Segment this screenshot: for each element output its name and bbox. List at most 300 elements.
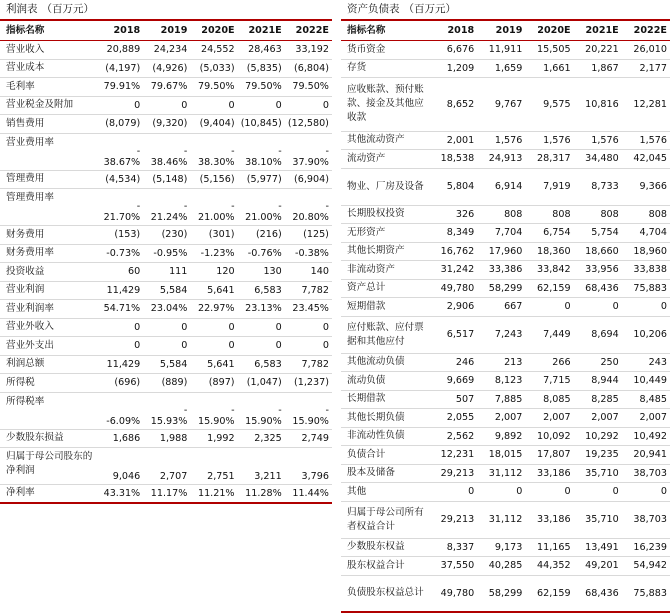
value-cell: 0 — [134, 99, 141, 111]
value-cell: (12,580) — [287, 118, 329, 130]
value-cell: 2,562 — [446, 430, 475, 442]
balance-sheet-title — [341, 0, 670, 19]
value-cell: 2,906 — [446, 301, 475, 313]
value-cell: 0 — [228, 321, 235, 333]
row-label: 应收账款、预付账款、接金及其他应收款 — [347, 84, 424, 124]
value-cell: (5,156) — [199, 173, 235, 185]
table-row — [341, 446, 670, 465]
value-cell: 0 — [564, 486, 571, 498]
value-cell: -1.23% — [200, 247, 235, 259]
value-cell: 33,956 — [585, 264, 619, 276]
value-cell: 22.97% — [197, 303, 235, 315]
value-cell: 7,449 — [543, 329, 571, 340]
value-cell: -6.09% — [106, 415, 141, 427]
value-cell: 0 — [468, 486, 475, 498]
value-cell: 326 — [455, 208, 475, 220]
table-row — [341, 280, 670, 299]
value-cell: 8,733 — [591, 181, 619, 192]
value-cell: - 15.90% — [245, 404, 282, 427]
value-cell: (889) — [161, 377, 188, 389]
row-label: 销售费用 — [6, 117, 45, 129]
row-label: 毛利率 — [6, 80, 35, 92]
value-cell: (10,845) — [240, 118, 282, 130]
row-label: 无形资产 — [347, 226, 386, 238]
value-cell: (5,033) — [199, 62, 235, 74]
value-cell: 1,576 — [543, 134, 571, 146]
value-cell: (5,977) — [246, 173, 282, 185]
table-row — [0, 171, 332, 190]
value-cell: -0.76% — [247, 247, 282, 259]
value-cell: 18,960 — [633, 245, 667, 257]
row-label: 长期股权投资 — [347, 208, 405, 220]
value-cell: 62,159 — [536, 587, 571, 599]
income-unit-text: （百万元） — [41, 3, 94, 15]
table-row — [341, 150, 670, 169]
value-cell: (9,320) — [152, 118, 188, 130]
value-cell: (1,237) — [293, 377, 329, 389]
value-cell: 2,751 — [207, 471, 235, 482]
value-cell: 0 — [181, 99, 188, 111]
value-cell: 808 — [552, 208, 571, 220]
value-cell: (125) — [303, 229, 329, 241]
value-cell: 1,576 — [639, 134, 667, 146]
value-cell: 1,209 — [446, 62, 475, 74]
row-label: 营业收入 — [6, 43, 45, 55]
value-cell: 0 — [275, 340, 282, 352]
value-cell: 33,192 — [295, 44, 329, 56]
value-cell: 10,092 — [536, 430, 571, 442]
value-cell: 213 — [504, 356, 523, 368]
table-row — [341, 354, 670, 373]
value-cell: 18,660 — [585, 245, 619, 257]
value-cell: 246 — [455, 356, 475, 368]
row-label: 营业利润 — [6, 284, 45, 296]
row-label: 应付账款、应付票据和其他应付 — [347, 321, 424, 347]
value-cell: 9,366 — [639, 181, 667, 192]
value-cell: 79.91% — [103, 81, 141, 93]
row-label: 物业、厂房及设备 — [347, 180, 424, 192]
value-cell: 0 — [564, 301, 571, 313]
header-year-cell: 2022E — [633, 25, 667, 36]
value-cell: 808 — [648, 208, 667, 220]
value-cell: 0 — [134, 321, 141, 333]
table-row — [341, 78, 670, 132]
value-cell: 6,517 — [446, 329, 475, 340]
table-row — [0, 337, 332, 356]
table-row — [341, 317, 670, 354]
value-cell: 5,641 — [207, 358, 235, 370]
row-label: 管理费用率 — [6, 192, 54, 203]
value-cell: 1,686 — [112, 432, 141, 444]
value-cell: 10,449 — [633, 375, 667, 387]
value-cell: 11.17% — [150, 487, 188, 499]
header-year-cell: 2020E — [537, 25, 571, 36]
value-cell: - 38.67% — [103, 145, 141, 168]
value-cell: 0 — [134, 340, 141, 352]
row-label: 短期借款 — [347, 300, 386, 312]
value-cell: 11.21% — [197, 487, 235, 499]
value-cell: 29,213 — [440, 467, 475, 479]
table-header — [341, 19, 670, 41]
table-row — [341, 539, 670, 558]
value-cell: 49,201 — [585, 560, 619, 572]
value-cell: 2,055 — [446, 412, 475, 424]
table-row — [0, 356, 332, 375]
value-cell: 7,885 — [494, 393, 523, 405]
value-cell: 7,715 — [543, 375, 571, 387]
value-cell: 6,914 — [494, 181, 523, 192]
value-cell: - 21.00% — [197, 201, 235, 223]
value-cell: 1,576 — [494, 134, 523, 146]
header-year-cell: 2019 — [160, 25, 188, 36]
value-cell: 18,015 — [488, 449, 523, 461]
value-cell: 11,165 — [536, 541, 571, 553]
header-year-cell: 2019 — [495, 25, 523, 36]
value-cell: 2,749 — [301, 432, 329, 444]
value-cell: 68,436 — [585, 282, 619, 294]
value-cell: 11.44% — [292, 487, 329, 499]
table-row — [0, 374, 332, 393]
row-label: 负债股东权益总计 — [347, 587, 424, 598]
value-cell: 20,941 — [633, 449, 667, 461]
value-cell: 6,583 — [254, 284, 282, 296]
value-cell: 60 — [127, 266, 141, 278]
value-cell: 5,804 — [446, 181, 475, 192]
value-cell: 24,913 — [488, 153, 523, 165]
row-label: 营业外支出 — [6, 339, 54, 351]
row-label: 流动资产 — [347, 152, 386, 164]
value-cell: 140 — [310, 266, 329, 278]
value-cell: 0 — [275, 321, 282, 333]
row-label: 长期借款 — [347, 393, 386, 405]
table-row — [341, 41, 670, 60]
value-cell: 1,867 — [591, 62, 619, 74]
value-cell: 243 — [648, 356, 667, 368]
value-cell: 0 — [322, 321, 329, 333]
value-cell: 28,317 — [536, 153, 571, 165]
row-label: 其他流动资产 — [347, 134, 405, 146]
value-cell: 0 — [322, 99, 329, 111]
value-cell: - 38.46% — [150, 145, 188, 168]
table-row — [341, 557, 670, 576]
value-cell: 8,694 — [591, 329, 619, 340]
value-cell: 12,231 — [440, 449, 475, 461]
value-cell: 667 — [504, 301, 523, 313]
header-name-cell: 指标名称 — [347, 24, 386, 36]
value-cell: -0.38% — [294, 247, 329, 259]
value-cell: 4,704 — [639, 227, 667, 239]
value-cell: 75,883 — [633, 587, 667, 599]
value-cell: -0.73% — [106, 247, 141, 259]
value-cell: 9,767 — [494, 98, 523, 110]
row-label: 负债合计 — [347, 448, 386, 460]
table-row — [0, 41, 332, 60]
value-cell: 0 — [612, 486, 619, 498]
value-cell: 35,710 — [585, 514, 619, 525]
table-row — [0, 189, 332, 226]
table-row — [341, 391, 670, 410]
value-cell: 0 — [228, 340, 235, 352]
value-cell: 9,892 — [494, 430, 523, 442]
value-cell: - 20.80% — [292, 201, 329, 223]
table-row — [341, 261, 670, 280]
value-cell: - 38.30% — [197, 145, 235, 168]
value-cell: 9,575 — [543, 98, 571, 110]
value-cell: -0.95% — [153, 247, 188, 259]
header-year-cell: 2021E — [248, 25, 282, 36]
table-row — [0, 60, 332, 79]
value-cell: - 21.24% — [150, 201, 188, 223]
value-cell: 58,299 — [488, 282, 523, 294]
table-row — [0, 300, 332, 319]
table-row — [341, 243, 670, 262]
row-label: 非流动资产 — [347, 263, 395, 275]
table-row — [341, 502, 670, 539]
value-cell: 28,463 — [248, 44, 282, 56]
value-cell: 2,177 — [639, 62, 667, 74]
row-label: 其他长期负债 — [347, 411, 405, 423]
value-cell: 40,285 — [488, 560, 523, 572]
value-cell: 26,010 — [633, 44, 667, 56]
value-cell: 37,550 — [440, 560, 475, 572]
table-row — [341, 206, 670, 225]
value-cell: 8,285 — [591, 393, 619, 405]
row-label: 利润总额 — [6, 358, 45, 370]
table-row — [341, 224, 670, 243]
value-cell: 23.04% — [150, 303, 188, 315]
value-cell: 49,780 — [440, 587, 475, 599]
value-cell: 2,325 — [254, 432, 282, 444]
value-cell: 44,352 — [536, 560, 571, 572]
row-label: 存货 — [347, 62, 367, 74]
balance-unit-text: （百万元） — [403, 3, 456, 15]
value-cell: 8,085 — [543, 393, 571, 405]
income-statement-table — [0, 19, 332, 504]
header-year-cell: 2020E — [201, 25, 235, 36]
value-cell: (153) — [114, 229, 141, 241]
value-cell: 33,838 — [633, 264, 667, 276]
value-cell: 79.67% — [150, 81, 188, 93]
value-cell: 54,942 — [633, 560, 667, 572]
value-cell: 34,480 — [585, 153, 619, 165]
header-year-cell: 2021E — [585, 25, 619, 36]
value-cell: 5,584 — [159, 358, 188, 370]
value-cell: (9,404) — [199, 118, 235, 130]
value-cell: 12,281 — [633, 98, 667, 110]
value-cell: 16,762 — [440, 245, 475, 257]
value-cell: (6,904) — [293, 173, 329, 185]
value-cell: 29,213 — [440, 514, 475, 525]
row-label: 少数股东损益 — [6, 432, 64, 444]
value-cell: (216) — [255, 229, 282, 241]
value-cell: 38,703 — [633, 514, 667, 525]
value-cell: 0 — [516, 486, 523, 498]
value-cell: 8,944 — [591, 375, 619, 387]
table-row — [341, 372, 670, 391]
value-cell: 8,337 — [446, 541, 475, 553]
value-cell: 507 — [455, 393, 475, 405]
value-cell: 42,045 — [633, 153, 667, 165]
value-cell: - 15.90% — [197, 404, 235, 427]
value-cell: (1,047) — [246, 377, 282, 389]
table-row — [341, 428, 670, 447]
value-cell: 250 — [600, 356, 619, 368]
value-cell: (4,534) — [105, 173, 141, 185]
balance-title-text: 资产负债表 — [347, 3, 400, 15]
row-label: 股东权益合计 — [347, 559, 405, 571]
row-label: 其他 — [347, 485, 367, 497]
value-cell: 8,485 — [639, 393, 667, 405]
row-label: 所得税率 — [6, 395, 45, 407]
value-cell: 7,782 — [301, 284, 329, 296]
value-cell: 43.31% — [103, 487, 141, 499]
value-cell: 79.50% — [245, 81, 282, 93]
value-cell: 120 — [216, 266, 235, 278]
row-label: 营业外收入 — [6, 321, 54, 333]
table-row — [341, 483, 670, 502]
header-year-cell: 2018 — [447, 25, 475, 36]
value-cell: 2,001 — [446, 134, 475, 146]
value-cell: 7,243 — [494, 329, 523, 340]
balance-sheet-table — [341, 19, 670, 613]
value-cell: 2,707 — [159, 471, 188, 482]
value-cell: 15,505 — [536, 44, 571, 56]
value-cell: - 15.90% — [292, 404, 329, 427]
value-cell: 266 — [552, 356, 571, 368]
value-cell: 33,386 — [488, 264, 523, 276]
row-label: 少数股东权益 — [347, 541, 405, 553]
value-cell: (8,079) — [105, 118, 141, 130]
value-cell: 2,007 — [639, 412, 667, 424]
table-row — [0, 430, 332, 449]
header-name-cell: 指标名称 — [6, 24, 45, 36]
value-cell: 79.50% — [292, 81, 329, 93]
row-label: 净利率 — [6, 487, 35, 499]
value-cell: (5,148) — [152, 173, 188, 185]
table-row — [0, 282, 332, 301]
value-cell: 31,112 — [488, 514, 523, 525]
value-cell: 5,641 — [207, 284, 235, 296]
income-statement-title — [0, 0, 332, 19]
value-cell: 31,112 — [488, 467, 523, 479]
value-cell: 38,703 — [633, 467, 667, 479]
table-header — [0, 19, 332, 41]
value-cell: 7,919 — [543, 181, 571, 192]
table-row — [0, 115, 332, 134]
table-row — [341, 409, 670, 428]
row-label: 归属于母公司所有者权益合计 — [347, 506, 424, 532]
value-cell: 17,960 — [488, 245, 523, 257]
row-label: 投资收益 — [6, 265, 45, 277]
table-row — [341, 576, 670, 613]
row-label: 流动负债 — [347, 374, 386, 386]
value-cell: 1,992 — [207, 432, 235, 444]
value-cell: 7,704 — [494, 227, 523, 239]
value-cell: 1,988 — [159, 432, 188, 444]
table-row — [341, 169, 670, 206]
value-cell: 31,242 — [440, 264, 475, 276]
value-cell: 6,676 — [446, 44, 475, 56]
value-cell: 1,659 — [494, 62, 523, 74]
value-cell: - 15.93% — [150, 404, 188, 427]
table-row — [0, 393, 332, 430]
row-label: 归属于母公司股东的净利润 — [6, 451, 93, 476]
value-cell: 0 — [275, 99, 282, 111]
value-cell: 5,754 — [591, 227, 619, 239]
value-cell: (4,926) — [152, 62, 188, 74]
value-cell: 11,911 — [488, 44, 523, 56]
value-cell: 33,186 — [536, 514, 571, 525]
table-row — [0, 485, 332, 504]
value-cell: (6,804) — [293, 62, 329, 74]
value-cell: 2,007 — [591, 412, 619, 424]
row-label: 营业税金及附加 — [6, 99, 74, 111]
value-cell: 10,816 — [585, 98, 619, 110]
value-cell: 62,159 — [536, 282, 571, 294]
value-cell: - 21.70% — [103, 201, 141, 223]
value-cell: 9,046 — [112, 471, 141, 482]
header-year-cell: 2022E — [295, 25, 329, 36]
value-cell: 8,652 — [446, 98, 475, 110]
balance-sheet-panel — [341, 0, 670, 613]
value-cell: 24,234 — [153, 44, 188, 56]
value-cell: 10,292 — [585, 430, 619, 442]
value-cell: 9,669 — [446, 375, 475, 387]
row-label: 其他长期资产 — [347, 245, 405, 257]
value-cell: 18,360 — [536, 245, 571, 257]
row-label: 其他流动负债 — [347, 356, 405, 368]
value-cell: 3,211 — [254, 471, 282, 482]
value-cell: 10,492 — [633, 430, 667, 442]
value-cell: 11,429 — [106, 284, 141, 296]
value-cell: 6,583 — [254, 358, 282, 370]
value-cell: 33,186 — [536, 467, 571, 479]
value-cell: 5,584 — [159, 284, 188, 296]
row-label: 营业成本 — [6, 62, 45, 74]
value-cell: 23.13% — [245, 303, 282, 315]
value-cell: - 38.10% — [245, 145, 282, 168]
value-cell: 17,807 — [536, 449, 571, 461]
row-label: 货币资金 — [347, 43, 386, 55]
table-row — [341, 60, 670, 79]
value-cell: 0 — [181, 340, 188, 352]
value-cell: 9,173 — [494, 541, 523, 553]
value-cell: 24,552 — [200, 44, 235, 56]
table-row — [0, 263, 332, 282]
row-label: 非流动性负债 — [347, 430, 405, 442]
value-cell: 111 — [169, 266, 188, 278]
value-cell: 0 — [612, 301, 619, 313]
value-cell: - 37.90% — [292, 145, 329, 168]
table-row — [0, 245, 332, 264]
row-label: 所得税 — [6, 376, 35, 388]
value-cell: 75,883 — [633, 282, 667, 294]
value-cell: (696) — [114, 377, 141, 389]
value-cell: 23.45% — [292, 303, 329, 315]
value-cell: 18,538 — [440, 153, 475, 165]
table-row — [341, 132, 670, 151]
value-cell: 0 — [181, 321, 188, 333]
value-cell: (4,197) — [105, 62, 141, 74]
row-label: 管理费用 — [6, 173, 45, 185]
value-cell: - 21.00% — [245, 201, 282, 223]
value-cell: 0 — [228, 99, 235, 111]
value-cell: (5,835) — [246, 62, 282, 74]
income-statement-panel — [0, 0, 332, 504]
value-cell: 19,235 — [585, 449, 619, 461]
value-cell: 1,661 — [543, 62, 571, 74]
header-year-cell: 2018 — [113, 25, 141, 36]
